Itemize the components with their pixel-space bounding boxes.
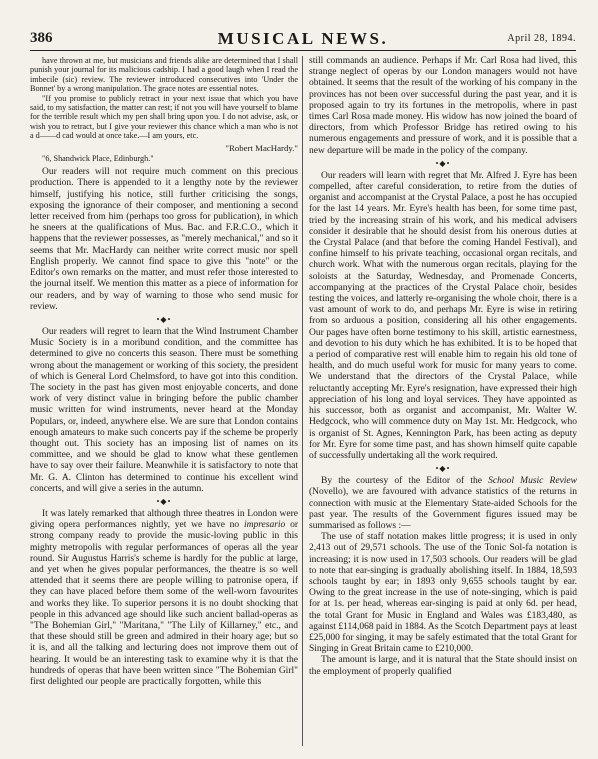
article-paragraph: By the courtesy of the Editor of the School Music Review (Novello), we are favoured with advance statistics of the returns in connection with music at the Elementary State-aided Schools for the past year. The results of the Government figures issued may be summarised as follows :—	[309, 476, 577, 531]
issue-date: April 28, 1894.	[507, 33, 576, 44]
article-paragraph: still commands an audience. Perhaps if Mr. Carl Rosa had lived, this strange neglect of operas by our London managers would not have obtained. It seems that the result of the working of his company in the provinces has not been over successful during the past year, and it is proposed again to try its fortunes in the metropolis, where in past times Carl Rosa made money. His widow has now joined the board of directors, from which Professor Bridge has retired owing to his numerous engagements and pressure of work, and it is possible that a new departure will be made in the policy of the company.	[309, 56, 577, 156]
section-ornament: •◆•	[156, 314, 172, 324]
letter-paragraph: "If you promise to publicly retract in your next issue that which you have said, to my satisfaction, the matter can rest; if not you will have yourself to blame for the terrible result which my pen shall bring upon you. I do not advise, ask, or wish you to retract, but I give your reviewer this chance which a man who is not a d——d cad would at once take.—I am yours, etc.	[30, 93, 298, 141]
emphasis-text: School Music Review	[488, 476, 577, 487]
column-divider	[302, 56, 303, 746]
page-header	[30, 30, 576, 52]
section-ornament: •◆•	[435, 464, 451, 474]
article-paragraph: Our readers will regret to learn that the Wind Instrument Chamber Music Society is in a moribund condition, and the committee has determined to give no concerts this season. There must be something wrong about the management or working of this society, the president of which is General Lord Chelmsford, to have got into this condition. The society in the past has given most enjoyable concerts, and done work of very distinct value in bringing before the public chamber music written for wind instruments, never heard at the Monday Populars, or, indeed, anywhere else. We are sure that London contains enough amateurs to make such concerts pay if the scheme be properly thought out. This society has an imposing list of names on its committee, and we should be glad to know what these gentlemen have to say over their failure. Meanwhile it is satisfactory to note that Mr. G. A. Clinton has determined to continue his excellent wind concerts, and will give a series in the autumn.	[30, 326, 298, 494]
header-rule	[30, 50, 576, 51]
section-ornament: •◆•	[156, 496, 172, 506]
letter-signature: "Robert MacHardy."	[225, 142, 298, 153]
article-paragraph: Our readers will learn with regret that Mr. Alfred J. Eyre has been compelled, after careful consideration, to retire from the duties of organist and accompanist at the Crystal Palace, a post he has occupied for the last 14 years. Mr. Eyre's health has been, for some time past, tried by the increasing strain of his work, and his medical advisers consider it desirable that he should desist from his onerous duties at the Crystal Palace (and that before the coming Handel Festival), and confine himself to his private teaching, occasional organ recitals, and church work. What with the numerous organ recitals, playing for the soloists at the Saturday, Wednesday, and Promenade Concerts, accompanying at the practices of the Crystal Palace choir, besides testing the voices, and latterly re-organising the whole choir, there is a vast amount of work to do, and perhaps Mr. Eyre is wise in retiring from so arduous a position, considering all his other engagements. Our pages have often borne testimony to his skill, artistic earnestness, and devotion to his duty which he has exhibited. It is to be hoped that a period of comparative rest will enable him to regain his old tone of health, and do much useful work for music for many years to come. We understand that the directors of the Crystal Palace, while reluctantly accepting Mr. Eyre's resignation, have expressed their high appreciation of his long and loyal services. They have appointed as his successor, both as organist and accompanist, Mr. Walter W. Hedgcock, who will commence duty on May 1st. Mr. Hedgcock, who is organist of St. Agnes, Kennington Park, has been acting as deputy for Mr. Eyre for some time past, and has shown himself quite capable of successfully undertaking all the work required.	[309, 170, 577, 461]
article-paragraph: It was lately remarked that although three theatres in London were giving opera performances nightly, yet we have no impresario or strong company ready to provide the music-loving public in this mighty metropolis with regular performances of operas all the year round. Sir Augustus Harris's scheme is hardly for the public at large, and yet when he gives popular performances, the theatre is so well attended that it seems there are people willing to patronise opera, if they can have placed before them some of the well-worn favourites and works they like. To superior persons it is no doubt shocking that people in this advanced age should like such ancient ballad-operas as "The Bohemian Girl," "Maritana," "The Lily of Killarney," etc., and that these should still be green and admired in their hoary age; but so it is, and all the talking and lecturing does not improve them out of hearing. It would be an interesting task to examine why it is that the hundreds of operas that have been written since "The Bohemian Girl" first delighted our people are practically forgotten, while this	[30, 508, 298, 687]
article-paragraph: The amount is large, and it is natural that the State should insist on the employment of properly qualified	[309, 655, 577, 677]
journal-title: MUSICAL NEWS.	[217, 29, 389, 48]
article-paragraph: The use of staff notation makes little progress; it is used in only 2,413 out of 29,571 schools. The use of the Tonic Sol-fa notation is increasing; it is now used in 17,503 schools. Our readers will be glad to note that ear-singing is gradually abolishing itself. In 1884, 18,593 schools taught by ear; in 1893 only 9,655 schools taught by ear. Owing to the great increase in the use of note-singing, which is paid for at 1s. per head, whereas ear-singing is paid at only 6d. per head, the total Grant for Music in England and Wales was £183,480, as against £114,068 paid in 1884. As the Scotch Department pays at least £25,000 for singing, it may be safely estimated that the total Grant for Singing in Great Britain came to £210,000.	[309, 532, 577, 655]
page-number: 386	[30, 30, 53, 46]
left-column	[30, 56, 298, 688]
letter-paragraph: have thrown at me, but musicians and friends alike are determined that I shall punish your journal for its malicious cadship. I had a good laugh when I read the imbecile (sic) review. The reviewer introduced consecutives into 'Under the Bonnet' by a wrong manipulation. The grace notes are essential notes.	[30, 56, 298, 94]
article-paragraph: Our readers will not require much comment on this precious production. There is appended to it a lengthy note by the reviewer himself, justifying his notice, still further criticising the songs, exposing the ignorance of their composer, and mentioning a second letter received from him (perhaps too gross for publication), in which he sneers at the qualifications of Mus. Bac. and F.R.C.O., which it happens that the reviewer possesses, as "merely mechanical," and so it seems that Mr. MacHardy can neither write correct music nor spell English properly. We cannot find space to give this "note" or the Editor's own remarks on the matter, and must refer those interested to the journal itself. We mention this matter as a piece of information for our readers, and by way of warning to those who send music for review.	[30, 167, 298, 312]
emphasis-text: impresario	[243, 520, 286, 531]
right-column	[309, 56, 577, 678]
letter-address: "6, Shandwick Place, Edinburgh."	[42, 153, 154, 163]
section-ornament: •◆•	[435, 158, 451, 168]
